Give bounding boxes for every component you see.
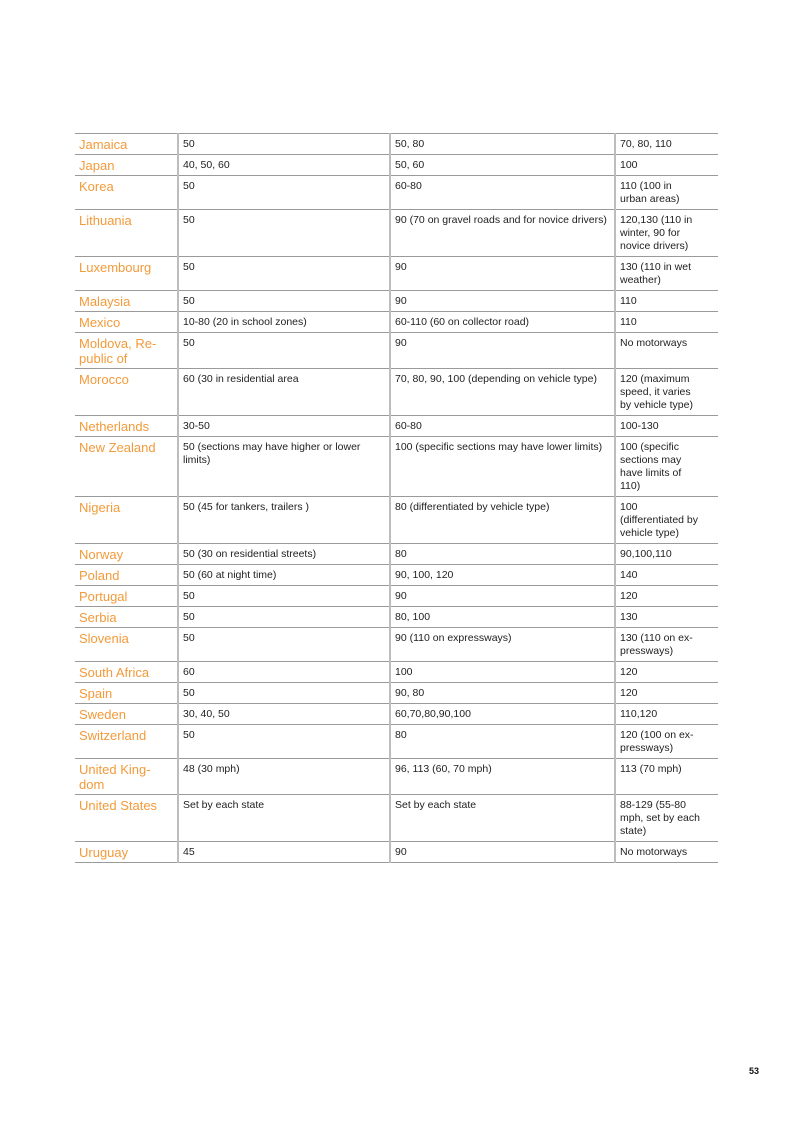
motorway-limit-cell: 110 bbox=[615, 291, 718, 312]
motorway-limit-cell: 110,120 bbox=[615, 704, 718, 725]
rural-limit-cell: 80 (differentiated by vehicle type) bbox=[390, 497, 615, 544]
urban-limit-cell: Set by each state bbox=[178, 795, 390, 842]
urban-limit-cell: 50 bbox=[178, 257, 390, 291]
rural-limit-cell: 90 bbox=[390, 586, 615, 607]
rural-limit-cell: 60-80 bbox=[390, 176, 615, 210]
motorway-limit-cell: 140 bbox=[615, 565, 718, 586]
motorway-limit-cell: 120,130 (110 in winter, 90 for novice drivers) bbox=[615, 210, 718, 257]
motorway-limit-cell: 120 bbox=[615, 586, 718, 607]
motorway-limit-cell: No motorways bbox=[615, 842, 718, 863]
table-row bbox=[75, 312, 718, 333]
urban-limit-cell: 45 bbox=[178, 842, 390, 863]
table-row bbox=[75, 416, 718, 437]
country-cell: Spain bbox=[75, 683, 178, 704]
table-row bbox=[75, 586, 718, 607]
motorway-limit-cell: 70, 80, 110 bbox=[615, 134, 718, 155]
rural-limit-cell: 80, 100 bbox=[390, 607, 615, 628]
motorway-limit-cell: 100 bbox=[615, 155, 718, 176]
rural-limit-cell: 60-80 bbox=[390, 416, 615, 437]
table-row bbox=[75, 704, 718, 725]
country-cell: United King-dom bbox=[75, 759, 178, 795]
table-row bbox=[75, 176, 718, 210]
table-row bbox=[75, 291, 718, 312]
urban-limit-cell: 50 (30 on residential streets) bbox=[178, 544, 390, 565]
urban-limit-cell: 10-80 (20 in school zones) bbox=[178, 312, 390, 333]
urban-limit-cell: 50 bbox=[178, 291, 390, 312]
table-row bbox=[75, 607, 718, 628]
rural-limit-cell: 90 bbox=[390, 291, 615, 312]
rural-limit-cell: Set by each state bbox=[390, 795, 615, 842]
table-row bbox=[75, 795, 718, 842]
motorway-limit-cell: 130 (110 in wet weather) bbox=[615, 257, 718, 291]
table-row bbox=[75, 842, 718, 863]
urban-limit-cell: 50 (45 for tankers, trailers ) bbox=[178, 497, 390, 544]
table-row bbox=[75, 257, 718, 291]
country-cell: United States bbox=[75, 795, 178, 842]
rural-limit-cell: 50, 80 bbox=[390, 134, 615, 155]
urban-limit-cell: 40, 50, 60 bbox=[178, 155, 390, 176]
rural-limit-cell: 90 bbox=[390, 257, 615, 291]
motorway-limit-cell: 88-129 (55-80 mph, set by each state) bbox=[615, 795, 718, 842]
rural-limit-cell: 90 (70 on gravel roads and for novice drivers) bbox=[390, 210, 615, 257]
motorway-limit-cell: 90,100,110 bbox=[615, 544, 718, 565]
country-cell: Portugal bbox=[75, 586, 178, 607]
country-cell: Nigeria bbox=[75, 497, 178, 544]
table-row bbox=[75, 437, 718, 497]
rural-limit-cell: 80 bbox=[390, 725, 615, 759]
rural-limit-cell: 60,70,80,90,100 bbox=[390, 704, 615, 725]
motorway-limit-cell: 120 (maximum speed, it varies by vehicle type) bbox=[615, 369, 718, 416]
table-row bbox=[75, 134, 718, 155]
urban-limit-cell: 50 bbox=[178, 210, 390, 257]
country-cell: South Africa bbox=[75, 662, 178, 683]
table-row bbox=[75, 155, 718, 176]
rural-limit-cell: 100 (specific sections may have lower limits) bbox=[390, 437, 615, 497]
country-cell: Serbia bbox=[75, 607, 178, 628]
rural-limit-cell: 90, 100, 120 bbox=[390, 565, 615, 586]
urban-limit-cell: 50 bbox=[178, 134, 390, 155]
urban-limit-cell: 60 bbox=[178, 662, 390, 683]
rural-limit-cell: 96, 113 (60, 70 mph) bbox=[390, 759, 615, 795]
urban-limit-cell: 50 bbox=[178, 725, 390, 759]
rural-limit-cell: 90 (110 on expressways) bbox=[390, 628, 615, 662]
rural-limit-cell: 100 bbox=[390, 662, 615, 683]
table-row bbox=[75, 565, 718, 586]
rural-limit-cell: 90, 80 bbox=[390, 683, 615, 704]
table-row bbox=[75, 210, 718, 257]
country-cell: Lithuania bbox=[75, 210, 178, 257]
rural-limit-cell: 70, 80, 90, 100 (depending on vehicle type) bbox=[390, 369, 615, 416]
table-row bbox=[75, 333, 718, 369]
table-row bbox=[75, 683, 718, 704]
urban-limit-cell: 50 bbox=[178, 683, 390, 704]
country-cell: Switzerland bbox=[75, 725, 178, 759]
country-cell: Jamaica bbox=[75, 134, 178, 155]
country-cell: Norway bbox=[75, 544, 178, 565]
country-cell: Japan bbox=[75, 155, 178, 176]
table-row bbox=[75, 759, 718, 795]
country-cell: Netherlands bbox=[75, 416, 178, 437]
motorway-limit-cell: No motorways bbox=[615, 333, 718, 369]
motorway-limit-cell: 120 bbox=[615, 683, 718, 704]
table-row bbox=[75, 628, 718, 662]
rural-limit-cell: 80 bbox=[390, 544, 615, 565]
table-row bbox=[75, 497, 718, 544]
motorway-limit-cell: 100 (differentiated by vehicle type) bbox=[615, 497, 718, 544]
country-cell: Mexico bbox=[75, 312, 178, 333]
motorway-limit-cell: 130 bbox=[615, 607, 718, 628]
urban-limit-cell: 50 (60 at night time) bbox=[178, 565, 390, 586]
country-cell: Slovenia bbox=[75, 628, 178, 662]
urban-limit-cell: 60 (30 in residential area bbox=[178, 369, 390, 416]
rural-limit-cell: 90 bbox=[390, 842, 615, 863]
urban-limit-cell: 48 (30 mph) bbox=[178, 759, 390, 795]
motorway-limit-cell: 120 bbox=[615, 662, 718, 683]
page-number: 53 bbox=[748, 1066, 759, 1076]
rural-limit-cell: 90 bbox=[390, 333, 615, 369]
motorway-limit-cell: 120 (100 on ex-pressways) bbox=[615, 725, 718, 759]
speed-limits-table bbox=[75, 133, 718, 863]
motorway-limit-cell: 100 (specific sections may have limits of 110) bbox=[615, 437, 718, 497]
table-row bbox=[75, 369, 718, 416]
urban-limit-cell: 50 bbox=[178, 586, 390, 607]
motorway-limit-cell: 110 (100 in urban areas) bbox=[615, 176, 718, 210]
table-row bbox=[75, 662, 718, 683]
country-cell: Sweden bbox=[75, 704, 178, 725]
motorway-limit-cell: 100-130 bbox=[615, 416, 718, 437]
country-cell: Luxembourg bbox=[75, 257, 178, 291]
motorway-limit-cell: 113 (70 mph) bbox=[615, 759, 718, 795]
country-cell: Moldova, Re-public of bbox=[75, 333, 178, 369]
table-row bbox=[75, 725, 718, 759]
table-row bbox=[75, 544, 718, 565]
motorway-limit-cell: 110 bbox=[615, 312, 718, 333]
urban-limit-cell: 50 (sections may have higher or lower limits) bbox=[178, 437, 390, 497]
urban-limit-cell: 50 bbox=[178, 628, 390, 662]
country-cell: Korea bbox=[75, 176, 178, 210]
urban-limit-cell: 30-50 bbox=[178, 416, 390, 437]
table-body bbox=[75, 134, 718, 863]
motorway-limit-cell: 130 (110 on ex-pressways) bbox=[615, 628, 718, 662]
country-cell: Poland bbox=[75, 565, 178, 586]
urban-limit-cell: 50 bbox=[178, 607, 390, 628]
country-cell: Uruguay bbox=[75, 842, 178, 863]
urban-limit-cell: 50 bbox=[178, 176, 390, 210]
rural-limit-cell: 50, 60 bbox=[390, 155, 615, 176]
country-cell: Morocco bbox=[75, 369, 178, 416]
urban-limit-cell: 30, 40, 50 bbox=[178, 704, 390, 725]
rural-limit-cell: 60-110 (60 on collector road) bbox=[390, 312, 615, 333]
country-cell: New Zealand bbox=[75, 437, 178, 497]
country-cell: Malaysia bbox=[75, 291, 178, 312]
urban-limit-cell: 50 bbox=[178, 333, 390, 369]
